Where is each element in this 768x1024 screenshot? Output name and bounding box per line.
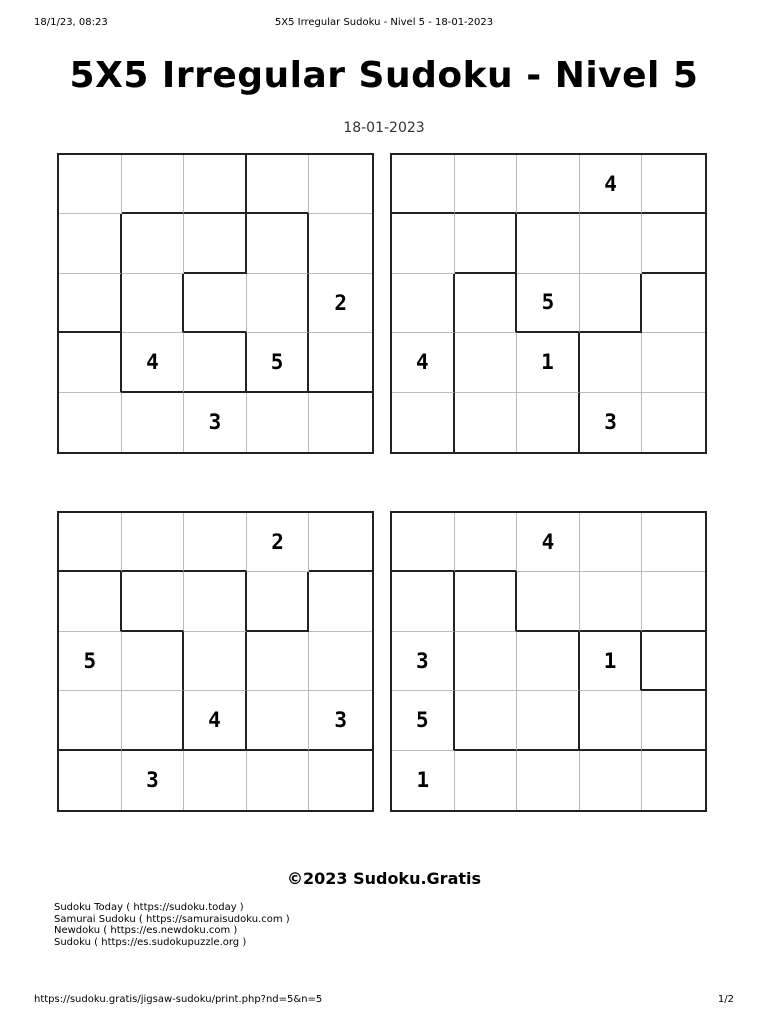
sudoku-cell xyxy=(184,155,247,214)
sudoku-cell: 4 xyxy=(580,155,643,214)
sudoku-cell xyxy=(642,691,705,750)
sudoku-cell xyxy=(455,274,518,333)
sudoku-cell xyxy=(59,274,122,333)
sudoku-cell xyxy=(642,572,705,631)
page-title: 5X5 Irregular Sudoku - Nivel 5 xyxy=(69,55,699,96)
sudoku-cell xyxy=(580,513,643,572)
sudoku-grid-3 xyxy=(57,511,374,812)
sudoku-cell: 5 xyxy=(517,274,580,333)
sudoku-cell: 4 xyxy=(122,333,185,392)
sudoku-cell xyxy=(184,274,247,333)
print-datetime: 18/1/23, 08:23 xyxy=(34,17,108,28)
sudoku-cell xyxy=(392,513,455,572)
sudoku-cell: 3 xyxy=(392,632,455,691)
sudoku-cell xyxy=(642,155,705,214)
sudoku-cell xyxy=(247,572,310,631)
puzzle-date: 18-01-2023 xyxy=(343,120,425,136)
sudoku-cell xyxy=(122,274,185,333)
sudoku-cell: 1 xyxy=(580,632,643,691)
sudoku-cell xyxy=(455,155,518,214)
sudoku-cell xyxy=(392,274,455,333)
sudoku-cell xyxy=(455,751,518,810)
sudoku-cell xyxy=(517,214,580,273)
sudoku-cell xyxy=(59,572,122,631)
sudoku-cell xyxy=(580,333,643,392)
sudoku-cell xyxy=(309,632,372,691)
sudoku-cell xyxy=(455,691,518,750)
sudoku-cell xyxy=(642,632,705,691)
sudoku-cell: 3 xyxy=(580,393,643,452)
sudoku-cell xyxy=(59,155,122,214)
sudoku-cell xyxy=(642,513,705,572)
sudoku-cell xyxy=(122,155,185,214)
sudoku-cell xyxy=(580,691,643,750)
sudoku-cell xyxy=(247,393,310,452)
sudoku-cell xyxy=(392,572,455,631)
sudoku-cell xyxy=(122,513,185,572)
sudoku-cell: 2 xyxy=(309,274,372,333)
sudoku-cell xyxy=(580,751,643,810)
sudoku-cell xyxy=(642,274,705,333)
sudoku-cell xyxy=(184,632,247,691)
sudoku-cell xyxy=(247,632,310,691)
print-doc-title: 5X5 Irregular Sudoku - Nivel 5 - 18-01-2023 xyxy=(274,17,494,28)
sudoku-cell xyxy=(309,155,372,214)
sudoku-cell xyxy=(455,333,518,392)
sudoku-cell xyxy=(642,333,705,392)
sudoku-cell xyxy=(517,393,580,452)
sudoku-cell xyxy=(309,513,372,572)
sudoku-cell xyxy=(184,333,247,392)
link-samurai-sudoku[interactable]: Samurai Sudoku ( https://samuraisudoku.com ) xyxy=(54,913,290,925)
sudoku-grid-1 xyxy=(57,153,374,454)
sudoku-cell xyxy=(59,751,122,810)
sudoku-cell xyxy=(122,572,185,631)
sudoku-cell xyxy=(184,513,247,572)
sudoku-cell xyxy=(247,214,310,273)
sudoku-cell xyxy=(642,751,705,810)
sudoku-cell: 5 xyxy=(392,691,455,750)
sudoku-cell: 5 xyxy=(59,632,122,691)
sudoku-cell: 4 xyxy=(184,691,247,750)
sudoku-cell xyxy=(309,214,372,273)
sudoku-cell xyxy=(642,214,705,273)
sudoku-cell xyxy=(455,393,518,452)
sudoku-grid-2 xyxy=(390,153,707,454)
sudoku-cell xyxy=(184,751,247,810)
sudoku-cell xyxy=(59,691,122,750)
sudoku-cell xyxy=(392,393,455,452)
copyright: ©2023 Sudoku.Gratis xyxy=(286,869,482,888)
sudoku-cell xyxy=(392,214,455,273)
link-list xyxy=(54,902,290,948)
sudoku-cell xyxy=(455,214,518,273)
sudoku-cell xyxy=(455,513,518,572)
sudoku-cell xyxy=(517,572,580,631)
footer-page-number: 1/2 xyxy=(717,994,734,1005)
sudoku-cell xyxy=(455,572,518,631)
sudoku-cell xyxy=(59,513,122,572)
sudoku-cell xyxy=(309,393,372,452)
sudoku-cell xyxy=(59,393,122,452)
sudoku-cell xyxy=(580,214,643,273)
footer-url: https://sudoku.gratis/jigsaw-sudoku/print.php?nd=5&n=5 xyxy=(34,994,323,1005)
sudoku-cell xyxy=(455,632,518,691)
sudoku-cell: 3 xyxy=(309,691,372,750)
sudoku-cell xyxy=(517,751,580,810)
sudoku-cell: 3 xyxy=(122,751,185,810)
sudoku-cell xyxy=(184,572,247,631)
sudoku-cell xyxy=(392,155,455,214)
sudoku-cell xyxy=(122,632,185,691)
link-sudoku-puzzle[interactable]: Sudoku ( https://es.sudokupuzzle.org ) xyxy=(54,936,247,948)
sudoku-grid-4 xyxy=(390,511,707,812)
sudoku-cell xyxy=(247,274,310,333)
sudoku-cell xyxy=(122,214,185,273)
sudoku-cell xyxy=(247,155,310,214)
sudoku-cell: 5 xyxy=(247,333,310,392)
sudoku-cell xyxy=(580,274,643,333)
sudoku-cell xyxy=(309,751,372,810)
sudoku-cell xyxy=(59,214,122,273)
sudoku-cell xyxy=(247,751,310,810)
sudoku-cell xyxy=(59,333,122,392)
link-sudoku-today[interactable]: Sudoku Today ( https://sudoku.today ) xyxy=(54,902,244,913)
link-newdoku[interactable]: Newdoku ( https://es.newdoku.com ) xyxy=(54,925,238,936)
sudoku-cell xyxy=(184,214,247,273)
sudoku-cell: 4 xyxy=(392,333,455,392)
sudoku-cell xyxy=(642,393,705,452)
sudoku-cell xyxy=(247,691,310,750)
sudoku-cell: 2 xyxy=(247,513,310,572)
sudoku-cell xyxy=(517,155,580,214)
sudoku-cell: 4 xyxy=(517,513,580,572)
sudoku-cell xyxy=(122,393,185,452)
sudoku-cell xyxy=(517,632,580,691)
sudoku-cell xyxy=(122,691,185,750)
sudoku-cell: 1 xyxy=(517,333,580,392)
sudoku-cell: 3 xyxy=(184,393,247,452)
sudoku-cell: 1 xyxy=(392,751,455,810)
sudoku-cell xyxy=(580,572,643,631)
sudoku-cell xyxy=(517,691,580,750)
sudoku-cell xyxy=(309,572,372,631)
print-header xyxy=(34,17,734,31)
sudoku-cell xyxy=(309,333,372,392)
